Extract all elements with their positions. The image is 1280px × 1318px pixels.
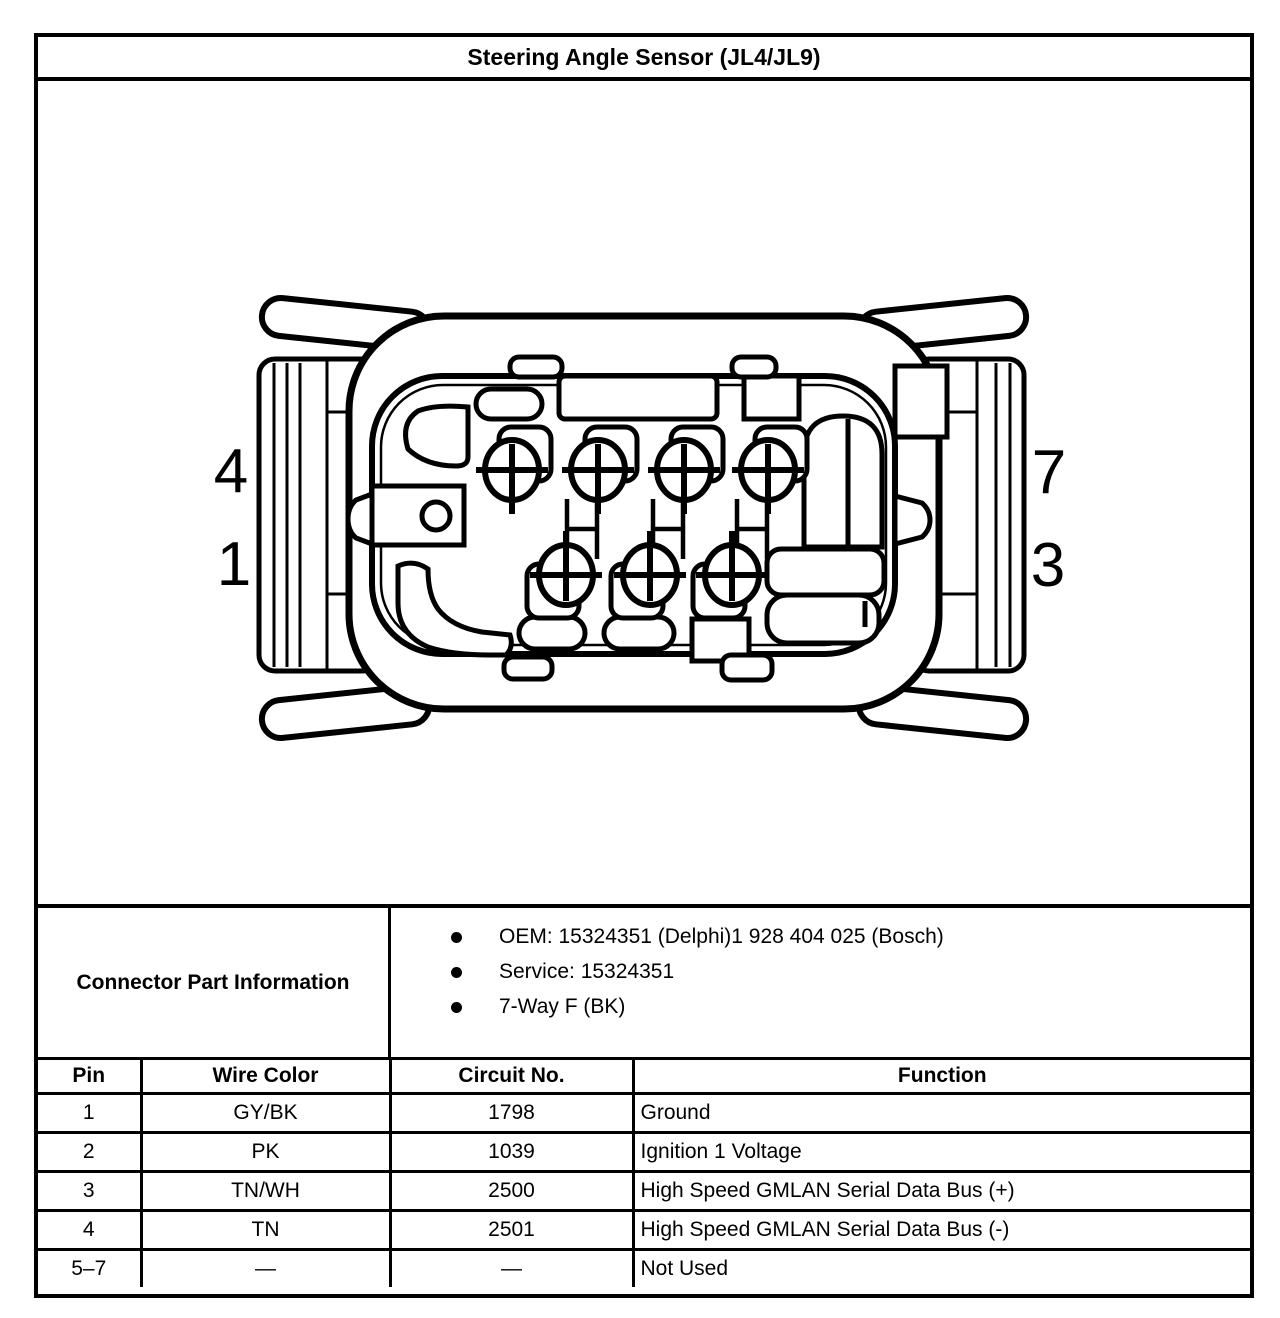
wire-color-cell: — [141, 1250, 390, 1288]
wire-color-cell: GY/BK [141, 1094, 390, 1133]
connector-face-diagram [38, 81, 1250, 904]
pin-cell: 4 [38, 1211, 141, 1250]
pin-cell: 1 [38, 1094, 141, 1133]
table-row [38, 1094, 1250, 1133]
circuit-no-cell: 2501 [390, 1211, 633, 1250]
header-circuit-no: Circuit No. [390, 1060, 633, 1094]
info-bullet-oem: OEM: 15324351 (Delphi)1 928 404 025 (Bosch) [451, 925, 1250, 949]
wire-color-cell: PK [141, 1133, 390, 1172]
function-cell: High Speed GMLAN Serial Data Bus (-) [633, 1211, 1250, 1250]
function-cell: High Speed GMLAN Serial Data Bus (+) [633, 1172, 1250, 1211]
function-cell: Ground [633, 1094, 1250, 1133]
page-title: Steering Angle Sensor (JL4/JL9) [38, 37, 1250, 81]
circuit-no-cell: 1798 [390, 1094, 633, 1133]
table-row [38, 1250, 1250, 1288]
connector-part-info-list [391, 925, 1250, 1019]
header-pin: Pin [38, 1060, 141, 1094]
connector-info-panel [34, 33, 1254, 1298]
pin-label-bottom-left: 1 [216, 530, 252, 599]
pin-cell: 3 [38, 1172, 141, 1211]
function-cell: Ignition 1 Voltage [633, 1133, 1250, 1172]
header-function: Function [633, 1060, 1250, 1094]
connector-part-info-section [38, 908, 1250, 1060]
info-bullet-service: Service: 15324351 [451, 960, 1250, 984]
table-row [38, 1211, 1250, 1250]
header-wire-color: Wire Color [141, 1060, 390, 1094]
pin-label-top-right: 7 [1031, 438, 1067, 507]
circuit-no-cell: 2500 [390, 1172, 633, 1211]
terminal-bottom-row [527, 531, 768, 618]
circuit-no-cell: 1039 [390, 1133, 633, 1172]
function-cell: Not Used [640, 1257, 729, 1280]
info-bullet-way: 7-Way F (BK) [451, 995, 1250, 1019]
pin-label-bottom-right: 3 [1030, 531, 1066, 600]
connector-diagram-cell [38, 81, 1250, 908]
pin-label-top-left: 4 [213, 437, 249, 506]
table-row [38, 1172, 1250, 1211]
wire-color-cell: TN/WH [141, 1172, 390, 1211]
wire-color-cell: TN [141, 1211, 390, 1250]
connector-part-info-label: Connector Part Information [38, 908, 391, 1057]
pinout-table [38, 1060, 1250, 1287]
table-row [38, 1133, 1250, 1172]
table-header-row [38, 1060, 1250, 1094]
circuit-no-cell: — [390, 1250, 633, 1288]
connector-part-info-details [391, 908, 1250, 1057]
pin-cell: 5–7 [38, 1250, 141, 1288]
pin-cell: 2 [38, 1133, 141, 1172]
